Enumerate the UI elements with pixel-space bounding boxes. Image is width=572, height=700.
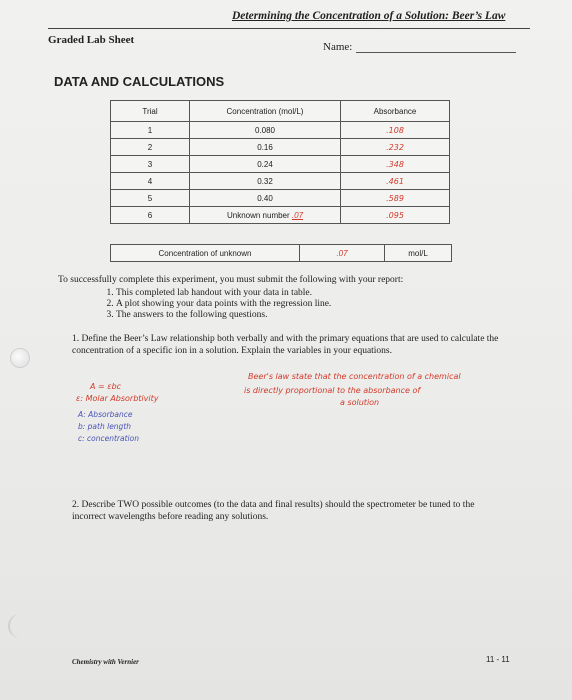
table-row [111,139,450,156]
trial-cell: 6 [111,207,190,224]
absorbance-cell[interactable]: .461 [341,173,450,190]
list-item: 2. A plot showing your data points with the regression line. [116,299,331,310]
handwritten-note: ε: Molar Absorbtivity [76,394,159,403]
concentration-cell: 0.16 [190,139,341,156]
absorbance-cell[interactable]: .348 [341,156,450,173]
document-title: Determining the Concentration of a Solution: Beer’s Law [232,10,506,22]
question-text: Describe TWO possible outcomes (to the data and final results) should the spectrometer be tuned to the incorrect wavelengths before reading any solutions. [72,500,475,522]
header-absorbance: Absorbance [341,101,450,122]
data-table [110,100,450,224]
concentration-cell: 0.080 [190,122,341,139]
question-2 [72,500,492,523]
list-item: 3. The answers to the following questions. [116,310,331,321]
handwritten-variable: c: concentration [78,434,139,443]
concentration-cell: 0.40 [190,190,341,207]
question-text: Define the Beer’s Law relationship both verbally and with the primary equations that are used to calculate the concentration of a specific ion in a solution. Explain the variables in your equations. [72,334,499,356]
trial-cell: 3 [111,156,190,173]
question-number: 1. [72,334,80,344]
footer-source: Chemistry with Vernier [72,658,139,666]
name-label: Name: [323,41,353,53]
table-header-row [111,101,450,122]
unknown-number-cell [190,207,341,224]
requirements-list [100,288,331,321]
concentration-cell: 0.32 [190,173,341,190]
handwritten-equation: A = εbc [90,382,122,391]
table-row [111,156,450,173]
sheet-label: Graded Lab Sheet [48,34,135,46]
question-1 [72,334,508,357]
handwritten-answer: a solution [340,398,380,407]
handwritten-variable: A: Absorbance [78,410,133,419]
table-row [111,173,450,190]
page-number: 11 - 11 [486,655,510,664]
table-row-unknown [111,207,450,224]
table-row [111,190,450,207]
concentration-label: Concentration of unknown [111,245,300,262]
hole-punch-edge [8,614,32,638]
concentration-cell: 0.24 [190,156,341,173]
absorbance-cell[interactable]: .095 [341,207,450,224]
concentration-unknown-table [110,244,452,262]
absorbance-cell[interactable]: .108 [341,122,450,139]
header-concentration: Concentration (mol/L) [190,101,341,122]
table-row [111,122,450,139]
hole-punch [10,348,30,368]
unknown-number-value[interactable]: .07 [291,210,304,220]
section-title: DATA AND CALCULATIONS [54,74,225,89]
concentration-row [111,245,452,262]
unknown-number-label: Unknown number [226,210,290,220]
concentration-unit: mol/L [385,245,452,262]
question-number: 2. [72,500,80,510]
instructions-intro: To successfully complete this experiment, you must submit the following with your report: [58,275,404,285]
absorbance-cell[interactable]: .589 [341,190,450,207]
handwritten-answer: Beer's law state that the concentration of a chemical [248,372,461,381]
absorbance-cell[interactable]: .232 [341,139,450,156]
list-item: 1. This completed lab handout with your data in table. [116,288,331,299]
trial-cell: 4 [111,173,190,190]
header-rule [48,28,530,29]
trial-cell: 5 [111,190,190,207]
name-field[interactable] [356,52,516,53]
header-trial: Trial [111,101,190,122]
trial-cell: 1 [111,122,190,139]
concentration-value[interactable]: .07 [300,245,385,262]
handwritten-answer: is directly proportional to the absorbance of [244,386,421,395]
handwritten-variable: b: path length [78,422,132,431]
trial-cell: 2 [111,139,190,156]
